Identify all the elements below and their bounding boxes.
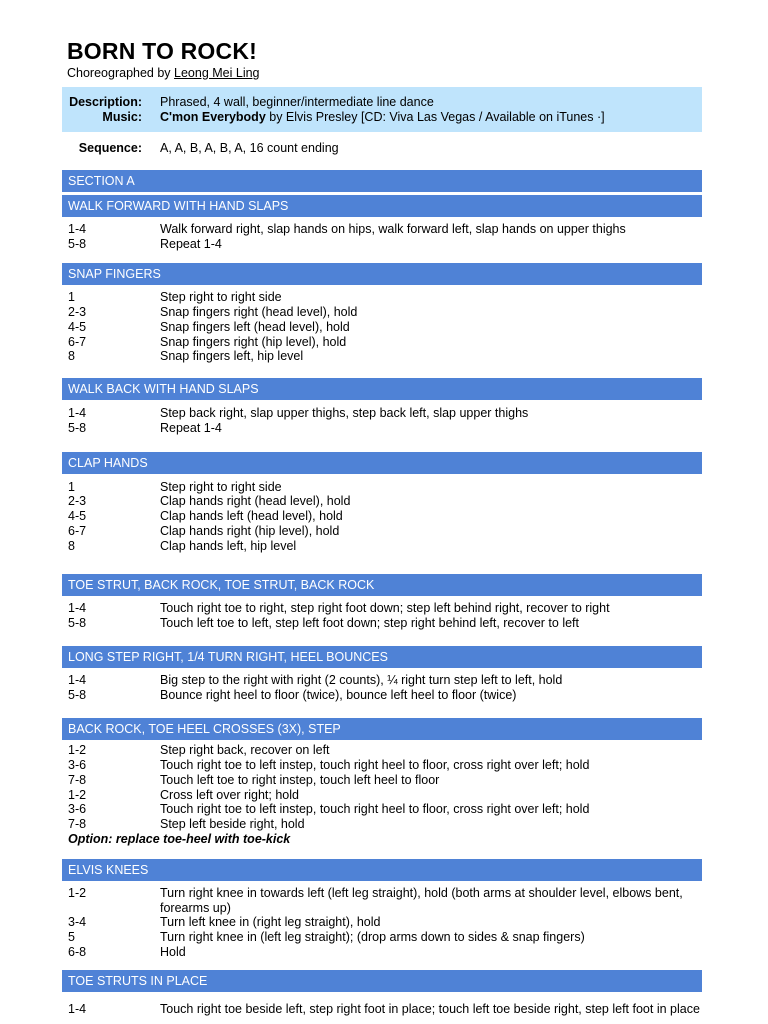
step-desc: Repeat 1-4 (160, 237, 222, 251)
step-desc: Touch right toe to right, step right foot down; step left behind right, recover to right (160, 601, 610, 615)
step-count: 1 (68, 480, 75, 494)
step-count: 1-2 (68, 788, 87, 802)
sequence-label: Sequence: (78, 141, 142, 155)
byline-prefix: Choreographed by (67, 66, 171, 80)
description-row (62, 95, 702, 111)
step-count: 1-4 (68, 601, 87, 615)
step-count: 6-7 (68, 524, 87, 538)
step-desc: Repeat 1-4 (160, 421, 222, 435)
step-desc: Snap fingers left (head level), hold (160, 320, 350, 334)
step-count: 5-8 (68, 237, 87, 251)
choreographer-link[interactable]: Leong Mei Ling (174, 66, 260, 80)
step-desc: Clap hands right (head level), hold (160, 494, 351, 508)
step-desc: Snap fingers left, hip level (160, 349, 304, 363)
step-count: 2-3 (68, 305, 87, 319)
step-count: 8 (68, 349, 75, 363)
byline (67, 66, 260, 80)
step-count: 5-8 (68, 688, 87, 702)
step-count: 7-8 (68, 817, 87, 831)
block-heading: WALK BACK WITH HAND SLAPS (62, 378, 702, 400)
block-heading: TOE STRUTS IN PLACE (62, 970, 702, 992)
step-count: 4-5 (68, 509, 87, 523)
step-count: 1-4 (68, 1002, 87, 1016)
step-desc: Touch left toe to right instep, touch left heel to floor (160, 773, 440, 787)
step-desc: Clap hands left, hip level (160, 539, 297, 553)
step-desc: Step back right, slap upper thighs, step back left, slap upper thighs (160, 406, 529, 420)
music-song: C'mon Everybody (160, 110, 266, 124)
description-value: Phrased, 4 wall, beginner/intermediate line dance (160, 95, 434, 109)
dance-title: BORN TO ROCK! (67, 38, 258, 64)
option-note: Option: replace toe-heel with toe-kick (68, 832, 291, 846)
step-count: 1-4 (68, 222, 87, 236)
step-count: 3-4 (68, 915, 87, 929)
step-desc: Snap fingers right (head level), hold (160, 305, 358, 319)
step-desc: Touch right toe to left instep, touch right heel to floor, cross right over left; hold (160, 802, 590, 816)
step-count: 1-2 (68, 886, 87, 900)
step-desc: Turn left knee in (right leg straight), hold (160, 915, 381, 929)
step-count: 7-8 (68, 773, 87, 787)
step-desc: Turn right knee in (left leg straight); (drop arms down to sides & snap fingers) (160, 930, 585, 944)
step-desc: Touch right toe beside left, step right foot in place; touch left toe beside right, step left foot in place (160, 1002, 700, 1016)
step-count: 5 (68, 930, 75, 944)
step-count: 1-4 (68, 406, 87, 420)
music-details: by Elvis Presley [CD: Viva Las Vegas / Available on iTunes ·] (265, 110, 605, 124)
step-count: 6-7 (68, 335, 87, 349)
step-desc: Clap hands left (head level), hold (160, 509, 343, 523)
block-heading: WALK FORWARD WITH HAND SLAPS (62, 195, 702, 217)
block-heading: BACK ROCK, TOE HEEL CROSSES (3X), STEP (62, 718, 702, 740)
music-label: Music: (102, 110, 142, 124)
step-count: 3-6 (68, 802, 87, 816)
step-desc: Walk forward right, slap hands on hips, walk forward left, slap hands on upper thighs (160, 222, 626, 236)
sequence-row (62, 141, 702, 157)
step-count: 1 (68, 290, 75, 304)
step-desc: Cross left over right; hold (160, 788, 299, 802)
block-heading: SNAP FINGERS (62, 263, 702, 285)
step-desc: Hold (160, 945, 186, 959)
step-desc: Step left beside right, hold (160, 817, 305, 831)
step-desc: Snap fingers right (hip level), hold (160, 335, 347, 349)
step-desc: Step right back, recover on left (160, 743, 330, 757)
step-count: 6-8 (68, 945, 87, 959)
step-count: 2-3 (68, 494, 87, 508)
step-count: 5-8 (68, 616, 87, 630)
step-desc: Touch right toe to left instep, touch right heel to floor, cross right over left; hold (160, 758, 590, 772)
step-desc: Clap hands right (hip level), hold (160, 524, 340, 538)
step-desc: Touch left toe to left, step left foot down; step right behind left, recover to left (160, 616, 579, 630)
block-heading: ELVIS KNEES (62, 859, 702, 881)
step-desc: Step right to right side (160, 480, 282, 494)
block-heading: TOE STRUT, BACK ROCK, TOE STRUT, BACK ROCK (62, 574, 702, 596)
step-desc: Step right to right side (160, 290, 282, 304)
step-count: 8 (68, 539, 75, 553)
music-row (62, 110, 702, 126)
info-box (62, 87, 702, 132)
music-value (160, 110, 605, 124)
step-count: 5-8 (68, 421, 87, 435)
step-count: 4-5 (68, 320, 87, 334)
step-desc: Bounce right heel to floor (twice), bounce left heel to floor (twice) (160, 688, 517, 702)
step-desc: Turn right knee in towards left (left leg straight), hold (both arms at shoulder level, elbows bent, forearms up) (160, 886, 683, 915)
description-label: Description: (69, 95, 142, 109)
section-a-header: SECTION A (62, 170, 702, 192)
step-count: 1-2 (68, 743, 87, 757)
step-desc: Big step to the right with right (2 counts), ¼ right turn step left to left, hold (160, 673, 563, 687)
step-count: 1-4 (68, 673, 87, 687)
step-count: 3-6 (68, 758, 87, 772)
sequence-value: A, A, B, A, B, A, 16 count ending (160, 141, 339, 155)
block-heading: CLAP HANDS (62, 452, 702, 474)
block-heading: LONG STEP RIGHT, 1/4 TURN RIGHT, HEEL BOUNCES (62, 646, 702, 668)
